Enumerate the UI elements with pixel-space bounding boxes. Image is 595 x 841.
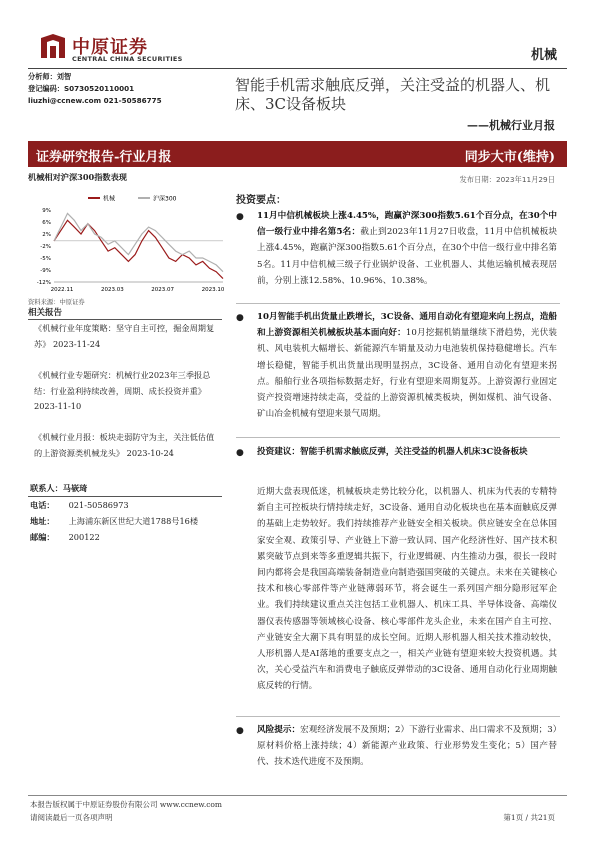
related-item[interactable]: 《机械行业专题研究：机械行业2023年三季报总结：行业盈利持续改善，周期、成长投资并重》 2023-11-10 — [34, 370, 211, 411]
y-tick-label: 2% — [42, 232, 51, 238]
report-subtitle: ——机械行业月报 — [467, 119, 555, 132]
y-tick-label: -12% — [36, 280, 51, 286]
series-line-1 — [54, 213, 223, 271]
key-points-heading: 投资要点： — [236, 195, 286, 206]
industry-label: 机械 — [530, 48, 557, 63]
risk-warning: 风险提示：宏观经济发展不及预期；2）下游行业需求、出口需求不及预期；3）原材料价格上涨持续；4）新能源产业政策、行业形势发生变化；5）国产替代、技术迭代进度不及预期。 — [257, 725, 557, 768]
contact-address: 地址： 上海浦东新区世纪大道1788号16楼 — [30, 516, 199, 526]
y-tick-label: -5% — [40, 256, 51, 262]
legend-label: 沪深300 — [153, 195, 177, 203]
legend-label: 机械 — [103, 195, 116, 203]
page-number: 第1页 / 共21页 — [503, 813, 555, 822]
x-tick-label: 2023.07 — [151, 287, 175, 293]
section-divider — [236, 303, 560, 304]
company-logo — [38, 32, 68, 62]
publish-date: 发布日期：2023年11月29日 — [459, 175, 555, 184]
x-tick-label: 2022.11 — [50, 287, 74, 293]
contact-person: 联系人：马嵚琦 — [30, 483, 88, 493]
chart-source: 资料来源：中原证券 — [28, 299, 85, 306]
x-tick-label: 2023.10 — [201, 287, 225, 293]
section-divider — [236, 437, 560, 438]
analyst-cert: 登记编码：S0730520110001 — [28, 84, 135, 93]
key-point-1: 11月中信机械板块上涨4.45%，跑赢沪深300指数5.61个百分点，在30个中信一级行业中排名第5名：截止到2023年11月27日收盘，11月中信机械板块上涨4.45%，跑赢沪深300指数5.61个百分点，在30个中信一级行业中排名第5名。11月中信机械三级子行业锅炉设备、工业机器人、其他运输机械表现居前，分别上涨12.58%、10.96%、10.38%。 — [257, 211, 557, 286]
y-tick-label: 6% — [42, 220, 51, 226]
bullet-icon: ● — [236, 726, 244, 736]
report-title: 智能手机需求触底反弹，关注受益的机器人、机床、3C设备板块 — [235, 76, 551, 113]
y-tick-label: -2% — [40, 244, 51, 250]
related-heading: 相关报告 — [28, 306, 222, 320]
key-point-3: 投资建议：智能手机需求触底反弹，关注受益的机器人机床3C设备板块 — [257, 447, 528, 457]
bullet-icon: ● — [236, 313, 244, 323]
y-tick-label: 9% — [42, 208, 51, 214]
brand-name-en: CENTRAL CHINA SECURITIES — [72, 55, 183, 63]
key-point-2: 10月智能手机出货量止跌增长，3C设备、通用自动化有望迎来向上拐点，造船和上游资源相关机械板块基本面向好：10月挖掘机销量继续下滑趋势，光伏装机、风电装机大幅增长、新能源汽车销量及动力电池装机保持稳健增长。汽车增长稳健，智能手机出货量出现明显拐点，3C设备、通用自动化有望迎来拐点。船舶行业各项指标数据走好，行业有望迎来周期复苏。上游资源行业固定资产投资增速持续走高，受益的上游资源机械类板块，例如煤机、油气设备、矿山冶金机械有望迎来景气周期。 — [257, 312, 557, 420]
performance-chart — [28, 190, 228, 294]
related-item[interactable]: 《机械行业年度策略：坚守自主可控，掘金周期复苏》 2023-11-24 — [34, 323, 215, 349]
contact-phone: 电话： 021-50586973 — [30, 500, 129, 510]
report-type: 证券研究报告-行业月报 — [36, 150, 172, 165]
footer-copyright: 本报告版权属于中原证券股份有限公司 www.ccnew.com — [30, 800, 223, 809]
bullet-icon: ● — [236, 212, 244, 222]
footer-divider — [28, 795, 567, 796]
y-tick-label: -9% — [40, 268, 51, 274]
x-tick-label: 2023.03 — [100, 287, 124, 293]
analyst-name: 分析师：刘智 — [28, 72, 72, 81]
brand-name: 中原证券 — [72, 37, 148, 58]
bullet-icon: ● — [236, 448, 244, 458]
footer-disclaimer: 请阅读最后一页各项声明 — [30, 813, 113, 822]
contact-divider — [28, 496, 222, 497]
chart-title: 机械相对沪深300指数表现 — [28, 172, 127, 182]
investment-detail: 近期大盘表现低迷，机械板块走势比较分化，以机器人、机床为代表的专精特新自主可控板块行情持续走好，3C设备、通用自动化板块也在基本面触底反弹的基础上走势较好。我们持续推荐产业链安全相关板块。供应链安全在总体国家安全观、政策引导、产业链上下游一致认同、国产化经济性好、国产技术积累突破节点到来等多重逻辑共振下，行业逻辑硬、内生推动力强，很长一段时间内都将会是我国高端装备制造业向制造强国突破的关键点。未来在关键核心技术和核心零部件等产业链薄弱环节，将会诞生一系列国产细分隐形冠军企业。我们持续建议重点关注包括工业机器人、机床工具、半导体设备、高端仪器仪表传感器等领域核心设备、核心零部件龙头企业，未来在国产自主可控、产业链安全大潮下具有明显的成长空间。近期人形机器人相关技术推动较快，人形机器人是AI落地的重要支点之一，相关产业链有望迎来较大投资机遇。其次，关心受益汽车和消费电子触底反弹带动的3C设备、通用自动化行业周期触底反转的行情。 — [257, 487, 557, 692]
contact-zip: 邮编： 200122 — [30, 532, 100, 542]
rating: 同步大市(维持) — [464, 150, 555, 165]
section-divider — [236, 716, 560, 717]
related-item[interactable]: 《机械行业月报：板块走弱防守为主，关注低估值的上游资源类机械龙头》 2023-10-24 — [34, 432, 215, 458]
header-divider — [28, 68, 567, 69]
analyst-contact: liuzhi@ccnew.com 021-50586775 — [28, 96, 162, 105]
